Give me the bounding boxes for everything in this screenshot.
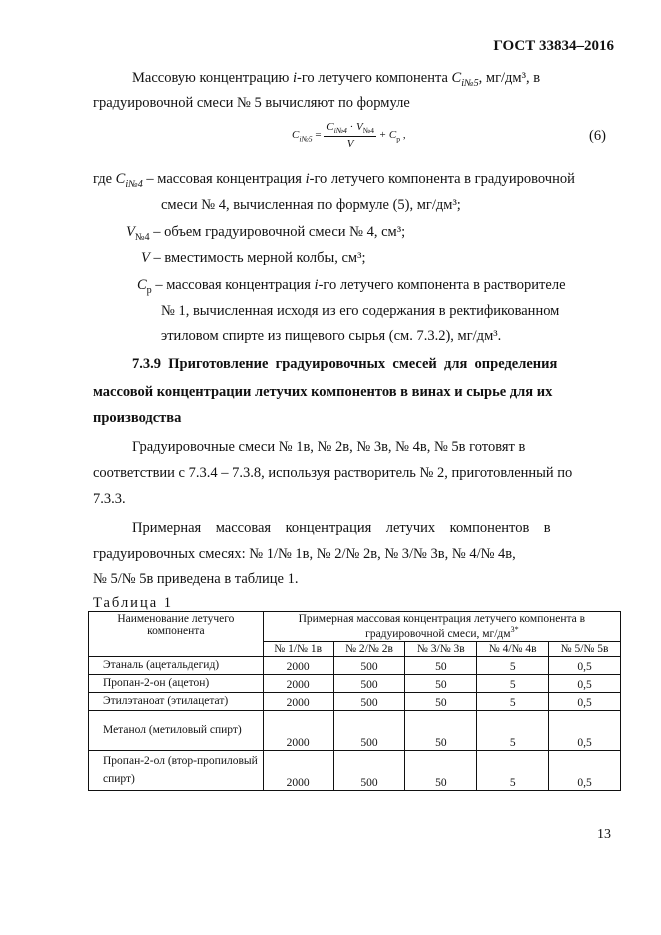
intro-index: i xyxy=(292,70,297,86)
row-value: 5 xyxy=(477,656,549,674)
intro-text: , мг/дм³, в xyxy=(478,70,541,86)
row-value: 500 xyxy=(333,750,405,790)
where-line-1-cont: смеси № 4, вычисленная по формуле (5), мг/дм³; xyxy=(161,197,461,213)
intro-line-2: градуировочной смеси № 5 вычисляют по формуле xyxy=(93,95,410,111)
formula-lhs-sub: i№5 xyxy=(299,134,313,144)
section-heading-line-2: массовой концентрации летучих компонентов в винах и сырье для их xyxy=(93,384,553,400)
where-line-3: V – вместимость мерной колбы, см³; xyxy=(141,250,366,266)
para2-line-3: № 5/№ 5в приведена в таблице 1. xyxy=(93,571,299,587)
row-value: 50 xyxy=(405,674,477,692)
row-value: 0,5 xyxy=(549,656,621,674)
section-heading-line-1: 7.3.9 Приготовление градуировочных смесей для определения xyxy=(132,356,558,372)
row-value: 2000 xyxy=(263,674,333,692)
row-value: 2000 xyxy=(263,750,333,790)
intro-symbol-sub: i№5 xyxy=(461,77,479,89)
where-line-4-cont-1: № 1, вычисленная исходя из его содержания в ректификованном xyxy=(161,303,560,319)
row-value: 50 xyxy=(405,710,477,750)
concentration-table xyxy=(88,611,621,791)
row-name: Пропан-2-ол (втор-пропиловый спирт) xyxy=(89,750,264,790)
intro-symbol: C xyxy=(451,70,462,86)
where-line-2: $V_{№4}$ – объем градуировочной смеси № 4, см³; xyxy=(126,224,406,243)
row-value: 0,5 xyxy=(549,674,621,692)
table-row xyxy=(89,692,621,710)
row-value: 0,5 xyxy=(549,710,621,750)
para1-line-3: 7.3.3. xyxy=(93,491,126,507)
row-name: Метанол (метиловый спирт) xyxy=(89,710,264,750)
subheader-5: № 5/№ 5в xyxy=(549,641,621,656)
table-row xyxy=(89,656,621,674)
para1-line-2: соответствии с 7.3.4 – 7.3.8, используя растворитель № 2, приготовленный по xyxy=(93,465,573,481)
header-component-name: Наименование летучего компонента xyxy=(89,612,264,657)
row-value: 500 xyxy=(333,656,405,674)
para2-line-1: Примерная массовая концентрация летучих компонентов в xyxy=(132,520,551,536)
formula-fraction xyxy=(324,121,376,150)
subheader-4: № 4/№ 4в xyxy=(477,641,549,656)
page-number: 13 xyxy=(597,827,611,842)
table-row xyxy=(89,674,621,692)
header-concentration-group: Примерная массовая концентрация летучего компонента в градуировочной смеси, $мг/дм^{3*}$ xyxy=(263,612,620,642)
formula-plus-sub: p xyxy=(396,134,401,144)
row-value: 500 xyxy=(333,674,405,692)
row-value: 2000 xyxy=(263,692,333,710)
formula-denominator: V xyxy=(346,138,354,151)
standard-header: ГОСТ 33834–2016 xyxy=(493,38,614,54)
where-line-4-cont-2: этиловом спирте из пищевого сырья (см. 7.3.2), мг/дм³. xyxy=(161,328,502,344)
row-value: 0,5 xyxy=(549,750,621,790)
formula-numerator: $C_{i№4} \cdot V_{№4}$ xyxy=(326,121,374,136)
row-name: Этилэтаноат (этилацетат) xyxy=(89,692,264,710)
row-value: 5 xyxy=(477,750,549,790)
table-row xyxy=(89,710,621,750)
intro-text: Массовую концентрацию xyxy=(132,70,293,86)
intro-text: -го летучего компонента xyxy=(297,70,452,86)
row-value: 0,5 xyxy=(549,692,621,710)
row-value: 2000 xyxy=(263,710,333,750)
para1-line-1: Градуировочные смеси № 1в, № 2в, № 3в, № 4в, № 5в готовят в xyxy=(132,439,526,455)
row-name: Этаналь (ацетальдегид) xyxy=(89,656,264,674)
where-line-4: $C_p$ – массовая концентрация i-го летучего компонента в растворителе xyxy=(137,277,566,296)
row-value: 500 xyxy=(333,710,405,750)
row-value: 50 xyxy=(405,656,477,674)
formula-lhs: C xyxy=(292,129,300,142)
row-value: 2000 xyxy=(263,656,333,674)
section-heading-line-3: производства xyxy=(93,410,182,426)
row-value: 5 xyxy=(477,674,549,692)
row-value: 5 xyxy=(477,692,549,710)
table-caption: Таблица 1 xyxy=(93,595,174,611)
where-line-1: где $C_{i№4}$ – массовая концентрация i-го летучего компонента в градуировочной xyxy=(93,171,575,190)
para2-line-2: градуировочных смесях: № 1/№ 1в, № 2/№ 2в, № 3/№ 3в, № 4/№ 4в, xyxy=(93,546,516,562)
row-value: 500 xyxy=(333,692,405,710)
formula-number: (6) xyxy=(589,128,606,144)
row-value: 50 xyxy=(405,692,477,710)
row-value: 5 xyxy=(477,710,549,750)
formula-plus-term: + C xyxy=(375,129,397,142)
subheader-3: № 3/№ 3в xyxy=(405,641,477,656)
subheader-2: № 2/№ 2в xyxy=(333,641,405,656)
table-row xyxy=(89,750,621,790)
formula-tail: , xyxy=(400,129,406,142)
subheader-1: № 1/№ 1в xyxy=(263,641,333,656)
table-header-row xyxy=(89,612,621,642)
formula-6 xyxy=(292,121,406,150)
formula-equals: = xyxy=(312,129,325,142)
row-value: 50 xyxy=(405,750,477,790)
row-name: Пропан-2-он (ацетон) xyxy=(89,674,264,692)
